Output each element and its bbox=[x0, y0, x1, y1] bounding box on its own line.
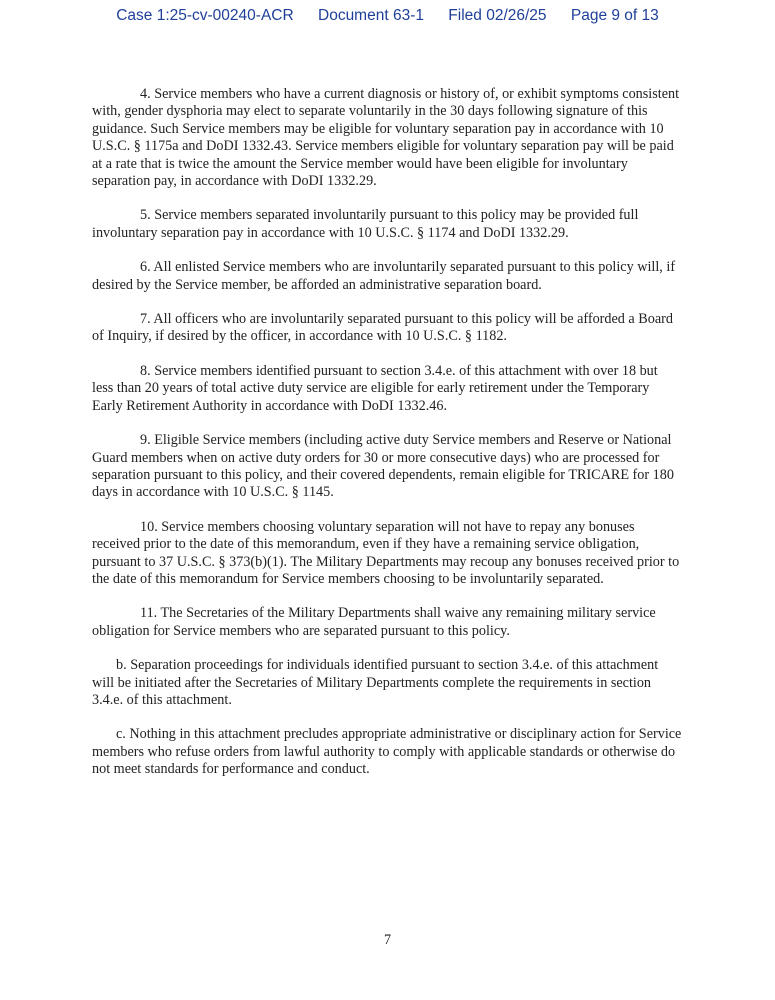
filed-date: Filed 02/26/25 bbox=[448, 7, 547, 24]
paragraph-7: 7. All officers who are involuntarily separated pursuant to this policy will be afforded a Board of Inquiry, if desired by the officer, in accordance with 10 U.S.C. § 1182. bbox=[92, 311, 673, 345]
page-number: 7 bbox=[383, 932, 392, 948]
document-number: Document 63-1 bbox=[318, 7, 424, 24]
document-body bbox=[92, 86, 682, 796]
page-count: Page 9 of 13 bbox=[570, 7, 659, 24]
paragraph-5: 5. Service members separated involuntarily pursuant to this policy may be provided full involuntary separation pay in accordance with 10 U.S.C. § 1174 and DoDI 1332.29. bbox=[92, 207, 639, 241]
paragraph-4: 4. Service members who have a current diagnosis or history of, or exhibit symptoms consistent with, gender dysphoria may elect to separate voluntarily in the 30 days following signature of this guidance. Such Service members may be eligible for voluntary separation pay in accordance with 10 U.S.C. § 1175a and DoDI 1332.43. Service members eligible for voluntary separation pay will be paid at a rate that is twice the amount the Service member would have been eligible for involuntary separation pay, in accordance with DoDI 1332.29. bbox=[92, 86, 680, 190]
paragraph-6: 6. All enlisted Service members who are involuntarily separated pursuant to this policy will, if desired by the Service member, be afforded an administrative separation board. bbox=[92, 259, 676, 293]
paragraph-11: 11. The Secretaries of the Military Departments shall waive any remaining military service obligation for Service members who are separated pursuant to this policy. bbox=[92, 605, 656, 639]
paragraph-9: 9. Eligible Service members (including active duty Service members and Reserve or National Guard members when on active duty orders for 30 or more consecutive days) who are processed for separation pursuant to this policy, and their covered dependents, remain eligible for TRICARE for 180 days in accordance with 10 U.S.C. § 1145. bbox=[92, 432, 674, 501]
paragraph-10: 10. Service members choosing voluntary separation will not have to repay any bonuses received prior to the date of this memorandum, even if they have a remaining service obligation, pursuant to 37 U.S.C. § 373(b)(1). The Military Departments may recoup any bonuses received prior to the date of this memorandum for Service members choosing to be involuntarily separated. bbox=[92, 518, 680, 587]
paragraph-8: 8. Service members identified pursuant to section 3.4.e. of this attachment with over 18 but less than 20 years of total active duty service are eligible for early retirement under the Temporary Early Retirement Authority in accordance with DoDI 1332.46. bbox=[92, 362, 658, 414]
ecf-filing-header bbox=[0, 7, 775, 25]
paragraph-c: c. Nothing in this attachment precludes appropriate administrative or disciplinary action for Service members who refuse orders from lawful authority to comply with applicable standards or otherwise do not meet standards for performance and conduct. bbox=[92, 726, 682, 778]
case-number: Case 1:25-cv-00240-ACR bbox=[116, 7, 294, 24]
paragraph-b: b. Separation proceedings for individuals identified pursuant to section 3.4.e. of this attachment will be initiated after the Secretaries of Military Departments complete the requirements in section 3.4.e. of this attachment. bbox=[92, 657, 659, 708]
